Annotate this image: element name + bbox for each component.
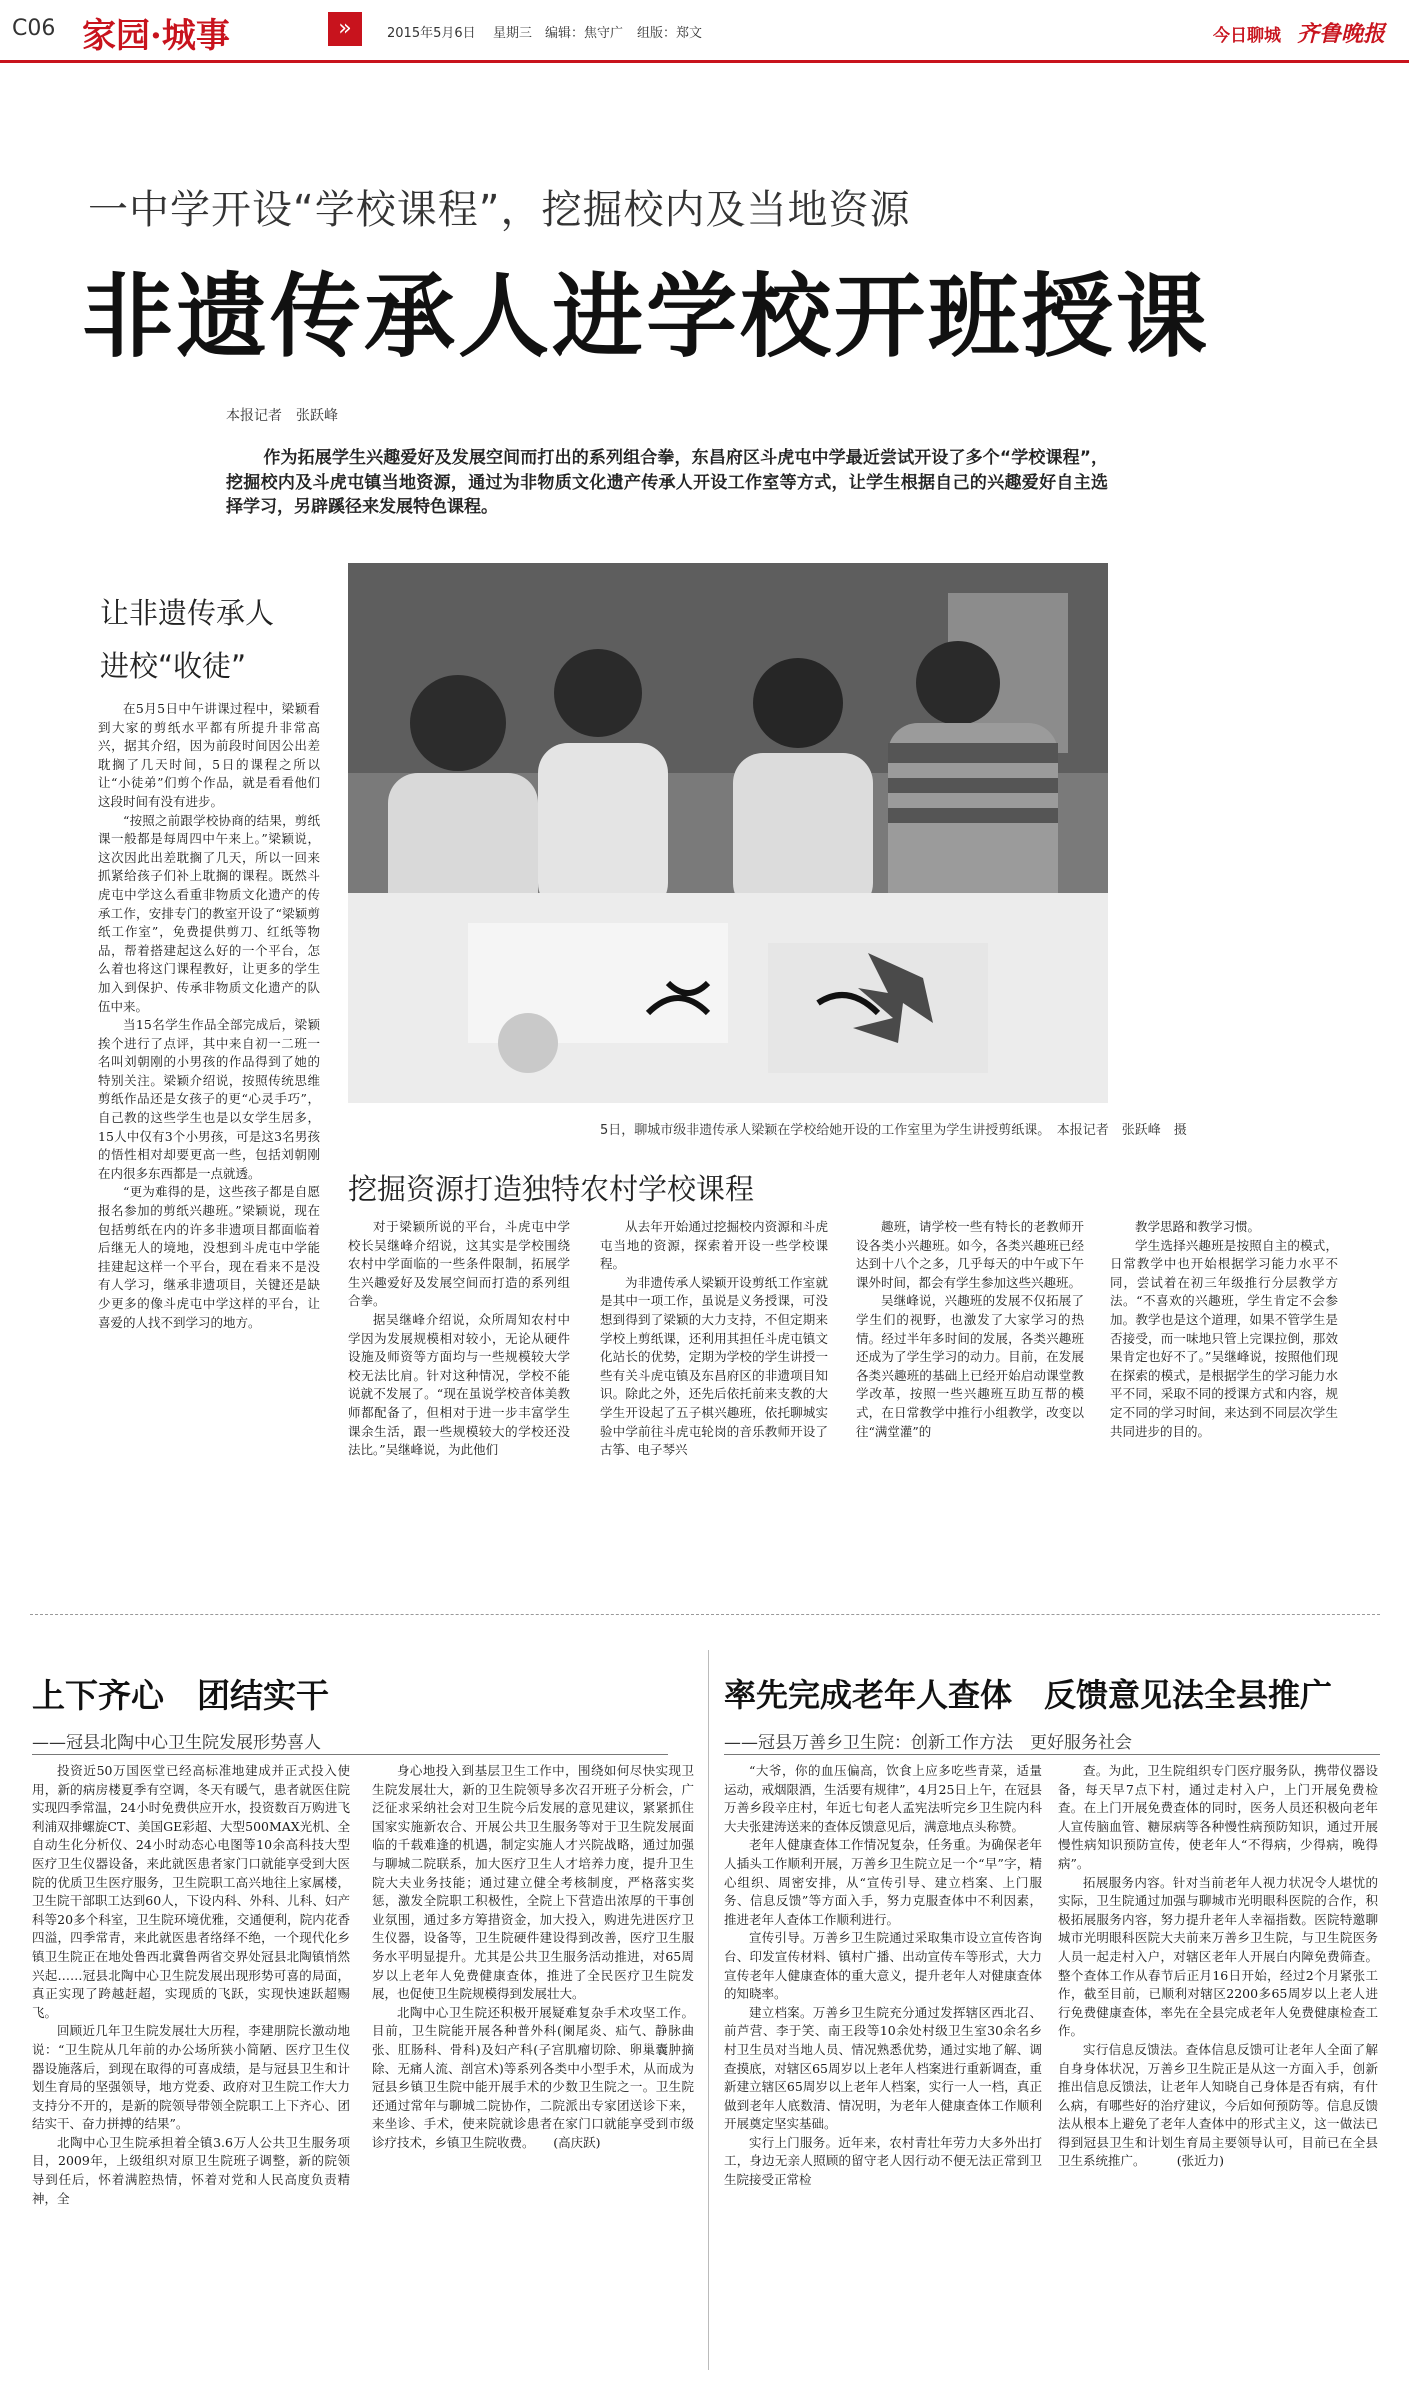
article3-headline: 率先完成老年人查体 反馈意见法全县推广 <box>724 1676 1333 1714</box>
paragraph: 身心地投入到基层卫生工作中，围绕如何尽快实现卫生院发展壮大，新的卫生院领导多次召开班子分析会，广泛征求采纳社会对卫生院今后发展的意见建议，紧紧抓住国家实施新农合、开展公共卫生服务等对于卫生院发展面临的千载难逢的机遇，制定实施人才兴院战略，通过加强与聊城二院联系，加大医疗卫生人才培养力度，提升卫生院大夫业务技能；通过建立健全考核制度，严格落实奖惩，激发全院职工积极性，全院上下营造出浓厚的干事创业氛围，通过多方筹措资金，加大投入，购进先进医疗卫生仪器，设备等，卫生院硬件建设得到改善，医疗卫生服务水平明显提升。尤其是公共卫生服务活动推进，对65周岁以上老年人免费健康查体，推进了全民医疗卫生院发展，也促使卫生院规模得到发展壮大。 <box>372 1763 694 2002</box>
paragraph: 教学思路和教学习惯。 <box>1135 1219 1261 1234</box>
paragraph: 查。为此，卫生院组织专门医疗服务队，携带仪器设备，每天早7点下村，通过走村入户，上门开展免费检查。在上门开展免费查体的同时，医务人员还积极向老年人宣传脑血管、糖尿病等各种慢性病预防知识，通过开展慢性病知识预防宣传，使老年人“不得病，少得病，晚得病”。 <box>1058 1763 1378 1871</box>
paragraph: 在5月5日中午讲课过程中，梁颖看到大家的剪纸水平都有所提升非常高兴，据其介绍，因为前段时间因公出差耽搁了几天时间，5日的课程之所以让“小徒弟”们剪个作品，就是看看他们这段时间有没有进步。 <box>98 701 320 809</box>
paragraph: “更为难得的是，这些孩子都是自愿报名参加的剪纸兴趣班。”梁颖说，现在包括剪纸在内的许多非遗项目都面临着后继无人的境地，没想到斗虎屯中学能挂建起这样一个平台，现在看来不是没有人学习，继承非遗项目，关键还是缺少更多的像斗虎屯中学这样的平台，让喜爱的人找不到学习的地方。 <box>98 1184 320 1330</box>
article1-column-4 <box>856 1218 1084 1548</box>
paragraph: 老年人健康查体工作情况复杂，任务重。为确保老年人插头工作顺利开展，万善乡卫生院立足一个“早”字，精心组织、周密安排，从“宣传引导、建立档案、上门服务、信息反馈”等方面入手，努力克服查体中不利因素，推进老年人查体工作顺利进行。 <box>724 1837 1042 1927</box>
header-weekday: 星期三 <box>493 26 533 41</box>
brand-left: 今日聊城 <box>1213 26 1281 46</box>
paragraph: 学生选择兴趣班是按照自主的模式，日常教学中也开始根据学习能力水平不同，尝试着在初三年级推行分层教学方法。“不喜欢的兴趣班，学生肯定不会参加。教学也是这个道理，如果不管学生是否接受，而一味地只管上完课拉倒，那效果肯定也好不了。”吴继峰说，按照他们现在探索的模式，是根据学生的学习能力水平不同，采取不同的授课方式和内容，规定不同的学习时间，来达到不同层次学生共同进步的目的。 <box>1110 1237 1338 1439</box>
photo-illustration <box>348 563 1108 1103</box>
paragraph: 趣班，请学校一些有特长的老教师开设各类小兴趣班。如今，各类兴趣班已经达到十八个之多，几乎每天的中午或下午课外时间，都会有学生参加这些兴趣班。 <box>856 1219 1084 1290</box>
article2-subhead: ——冠县北陶中心卫生院发展形势喜人 <box>32 1733 321 1753</box>
paragraph: “按照之前跟学校协商的结果，剪纸课一般都是每周四中午来上。”梁颖说，这次因此出差耽搁了几天，所以一回来抓紧给孩子们补上耽搁的课程。既然斗虎屯中学这么看重非物质文化遗产的传承工作，安排专门的教室开设了“梁颖剪纸工作室”，免费提供剪刀、红纸等物品，帮着搭建起这么好的一个平台，怎么着也将这门课程教好，让更多的学生加入到保护、传承非物质文化遗产的队伍中来。 <box>98 812 320 1014</box>
paragraph: 当15名学生作品全部完成后，梁颖挨个进行了点评，其中来自初一二班一名叫刘朝刚的小男孩的作品得到了她的特别关注。梁颖介绍说，按照传统思维剪纸作品还是女孩子的更“心灵手巧”，自己教的这些学生也是以女学生居多，15人中仅有3个小男孩，可是这3名男孩的悟性相对却要更高一些，包括刘朝刚在内很多东西都是一点就透。 <box>98 1017 320 1181</box>
paragraph: 为非遗传承人梁颖开设剪纸工作室就是其中一项工作，虽说是义务授课，可没想到得到了梁颖的大力支持，不但定期来学校上剪纸课，还利用其担任斗虎屯镇文化站长的优势，定期为学校的学生讲授一些有关斗虎屯镇及东昌府区的非遗项目知识。除此之外，还先后依托前来支教的大学生开设起了五子棋兴趣班，依托聊城实验中学前往斗虎屯轮岗的音乐教师开设了古筝、电子琴兴 <box>600 1274 828 1458</box>
article3-column-1 <box>724 1762 1042 2362</box>
article-lead: 作为拓展学生兴趣爱好及发展空间而打出的系列组合拳，东昌府区斗虎屯中学最近尝试开设了多个“学校课程”，挖掘校内及斗虎屯镇当地资源，通过为非物质文化遗产传承人开设工作室等方式，让学生根据自己的兴趣爱好自主选择学习，另辟蹊径来发展特色课程。 <box>226 448 1108 517</box>
article2-column-1 <box>32 1762 350 2362</box>
header-rule <box>0 60 1409 63</box>
paragraph: 对于梁颖所说的平台，斗虎屯中学校长吴继峰介绍说，这其实是学校围绕农村中学面临的一些条件限制，拓展学生兴趣爱好及发展空间而打造的系列组合拳。 <box>348 1219 570 1309</box>
paragraph: 拓展服务内容。针对当前老年人视力状况令人堪忧的实际，卫生院通过加强与聊城市光明眼科医院的合作，积极拓展服务内容，努力提升老年人幸福指数。医院特邀聊城市光明眼科医院大夫前来万善乡卫生院，与卫生院医务人员一起走村入户，对辖区老年人开展白内障免费筛查。整个查体工作从春节后正月16日开始，经过2个月紧张工作，截至目前，已顺利对辖区2200多65周岁以上老人进行免费健康查体，率先在全县完成老年人免费健康检查工作。 <box>1058 1874 1378 2039</box>
article-photo <box>348 563 1108 1103</box>
article2-column-2 <box>372 1762 694 2362</box>
paragraph: “大爷，你的血压偏高，饮食上应多吃些青菜，适量运动，戒烟限酒，生活要有规律”，4月25日上午，在冠县万善乡段辛庄村，年近七旬老人孟宪法听完乡卫生院内科大夫张建涛送来的查体反馈意见后，满意地点头称赞。 <box>724 1763 1042 1834</box>
article2-headline: 上下齐心 团结实干 <box>32 1676 329 1715</box>
paragraph: 据吴继峰介绍说，众所周知农村中学因为发展规模相对较小，无论从硬件设施及师资等方面均与一些规模较大学校无法比肩。针对这种情况，学校不能说就不发展了。“现在虽说学校音体美教师都配备了，但相对于进一步丰富学生课余生活，跟一些规模较大的学校还没法比。”吴继峰说，为此他们 <box>348 1311 570 1458</box>
subheading-1a: 让非遗传承人 <box>100 596 275 630</box>
article-kicker: 一中学开设“学校课程”，挖掘校内及当地资源 <box>88 187 911 233</box>
paragraph: 回顾近几年卫生院发展壮大历程，李建朋院长激动地说：“卫生院从几年前的办公场所狭小简陋、医疗卫生仪器设施落后，到现在取得的可喜成绩，是与冠县卫生和计划生育局的坚强领导，地方党委、政府对卫生院工作大力支持分不开的，是新的院领导带领全院职工上下齐心、团结实干、奋力拼搏的结果”。 <box>32 2023 350 2132</box>
paragraph: 从去年开始通过挖掘校内资源和斗虎屯当地的资源，探索着开设一些学校课程。 <box>600 1219 828 1272</box>
header-editor: 编辑：焦守广 <box>545 26 624 41</box>
article3-rule <box>724 1754 1380 1755</box>
paragraph: 吴继峰说，兴趣班的发展不仅拓展了学生们的视野，也激发了大家学习的热情。经过半年多时间的发展，各类兴趣班还成为了学生学习的动力。目前，在发展各类兴趣班的基础上已经开始启动课堂教学改革，按照一些兴趣班互助互帮的模式，在日常教学中推行小组教学，改变以往“满堂灌”的 <box>856 1293 1084 1439</box>
subheading-2: 挖掘资源打造独特农村学校课程 <box>348 1172 755 1206</box>
article3-column-2 <box>1058 1762 1378 2362</box>
section-divider <box>30 1614 1380 1615</box>
article3-subhead: ——冠县万善乡卫生院：创新工作方法 更好服务社会 <box>724 1733 1132 1753</box>
page-number: C06 <box>12 16 56 41</box>
section-title: 家园·城事 <box>82 16 230 56</box>
article2-rule <box>32 1754 668 1755</box>
article-byline: 本报记者 张跃峰 <box>226 408 338 424</box>
article-headline: 非遗传承人进学校开班授课 <box>82 265 1211 370</box>
brand-logo: 齐鲁晚报 <box>1297 21 1386 47</box>
article1-column-3 <box>600 1218 828 1548</box>
paragraph: 建立档案。万善乡卫生院充分通过发挥辖区西北召、前芦营、李于笑、南王段等10余处村级卫生室30余名乡村卫生员对当地人员、情况熟悉优势，通过实地了解、调查摸底，对辖区65周岁以上老年人档案进行重新调查，重新建立辖区65周岁以上老年人档案，实行一人一档，真正做到老年人底数清、情况明，为老年人健康查体工作顺利开展奠定坚实基础。 <box>724 2004 1042 2132</box>
subheading-1b: 进校“收徒” <box>100 649 247 683</box>
article1-column-2 <box>348 1218 570 1548</box>
column-divider <box>708 1650 709 2370</box>
article1-column-5 <box>1110 1218 1338 1548</box>
article1-left-column <box>98 700 320 1540</box>
header-date: 2015年5月6日 <box>387 26 476 41</box>
page-header <box>0 0 1409 60</box>
photo-caption: 5日，聊城市级非遗传承人梁颖在学校给她开设的工作室里为学生讲授剪纸课。 本报记者 张跃峰 摄 <box>600 1123 1187 1138</box>
paragraph: 北陶中心卫生院还积极开展疑难复杂手术攻坚工作。目前，卫生院能开展各种普外科(阑尾炎、疝气、静脉曲张、肛肠科、骨科)及妇产科(子宫肌瘤切除、卵巢囊肿摘除、无痛人流、剖宫术)等系列各类中小型手术，从而成为冠县乡镇卫生院中能开展手术的少数卫生院之一。卫生院还通过常年与聊城二院协作，二院派出专家团送诊下来，来坐诊、手术，使来院就诊患者在家门口就能享受到市级诊疗技术，乡镇卫生院收费。 (高庆跃) <box>372 2004 694 2150</box>
paragraph: 北陶中心卫生院承担着全镇3.6万人公共卫生服务项目，2009年，上级组织对原卫生院班子调整，新的院领导到任后，怀着满腔热情，怀着对党和人民高度负责精神，全 <box>32 2134 350 2206</box>
header-layout: 组版：郑文 <box>637 26 703 41</box>
paragraph: 宣传引导。万善乡卫生院通过采取集市设立宣传咨询台、印发宣传材料、镇村广播、出动宣传车等形式，大力宣传老年人健康查体的重大意义，提升老年人对健康查体的知晓率。 <box>724 1930 1042 2002</box>
paragraph: 投资近50万国医堂已经高标准地建成并正式投入使用，新的病房楼夏季有空调，冬天有暖气，患者就医住院实现四季常温，24小时免费供应开水，投资数百万购进飞利浦双排螺旋CT、美国GE彩超、大型500MAX光机、全自动生化分析仪、24小时动态心电图等10余高科技大型医疗卫生仪器设备，来此就医患者家门口就能享受到大医院的优质卫生医疗服务，卫生院职工高兴地往上家属楼，卫生院干部职工达到60人，下设内科、外科、儿科、妇产科等20多个科室，卫生院环境优雅，交通便利，院内花香四溢，四季常青，来此就医患者络绎不绝，一个现代化乡镇卫生院正在地处鲁西北冀鲁两省交界处冠县北陶镇悄然兴起……冠县北陶中心卫生院发展出现形势可喜的局面，真正实现了跨越赶超，实现质的飞跃，实现快速跃超赐飞。 <box>32 1763 350 2020</box>
section-arrow-icon: » <box>328 12 362 46</box>
paragraph: 实行信息反馈法。查体信息反馈可让老年人全面了解自身身体状况，万善乡卫生院正是从这一方面入手，创新推出信息反馈法，让老年人知晓自己身体是否有病，有什么病，有哪些好的治疗建议，今后如何预防等。信息反馈法从根本上避免了老年人查体中的形式主义，这一做法已得到冠县卫生和计划生育局主要领导认可，目前已在全县卫生系统推广。 (张近力) <box>1058 2041 1378 2169</box>
paragraph: 实行上门服务。近年来，农村青壮年劳力大多外出打工，身边无亲人照顾的留守老人因行动不便无法正常到卫生院接受正常检 <box>724 2134 1042 2188</box>
